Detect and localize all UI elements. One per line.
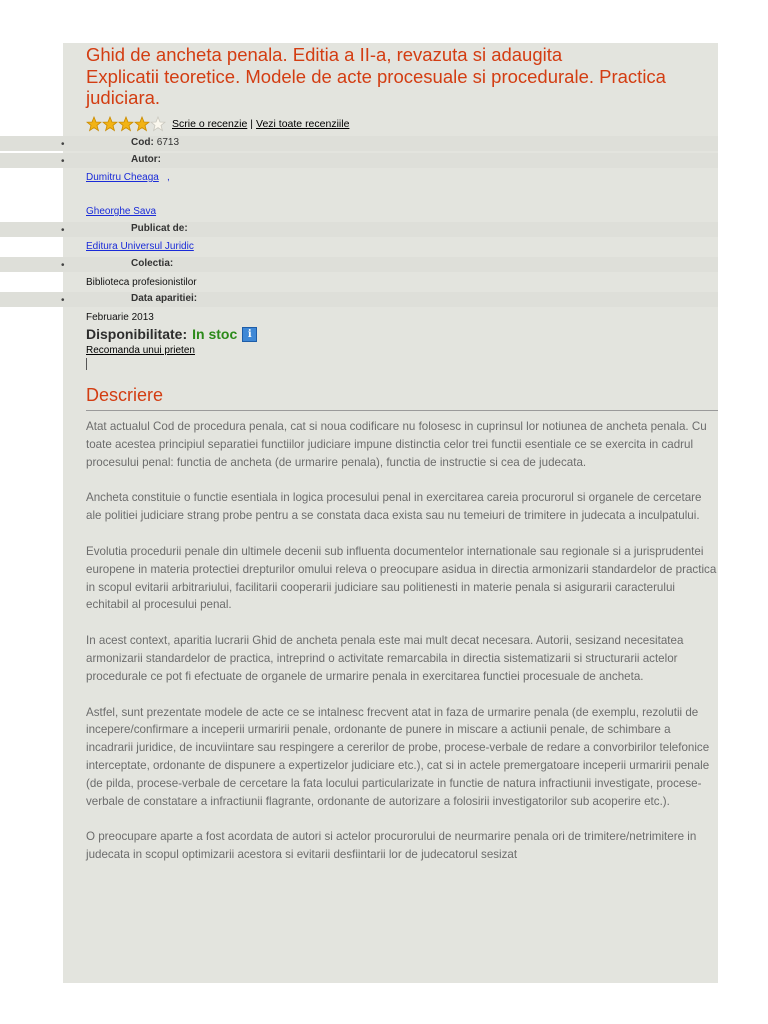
detail-colectia — [0, 257, 718, 272]
description-paragraph: O preocupare aparte a fost acordata de autori si actelor procurorului de neurmarire penala ori de trimitere/netrimitere in judecata in scopul optimizarii acestora si evitarii desfiintarii lor de judecatorul sesizat — [86, 830, 697, 862]
author-link-1[interactable] — [86, 172, 159, 183]
description-paragraph: Evolutia procedurii penale din ultimele decenii sub influenta documentelor internationale sau regionale si a jurisprudentei europene in materia protectiei drepturilor omului releva o preocupare asidua in directia armonizarii standardelor de practica in scopul evitarii arbitrariului, facilitarii cooperarii judiciare sau politienesti in materie penala si asigurarii caracterului echitabil al procesului penal. — [86, 544, 717, 612]
star-full-icon — [134, 116, 150, 132]
data-label: Data aparitiei: — [131, 293, 198, 304]
detail-autor — [0, 153, 718, 168]
star-full-icon — [118, 116, 134, 132]
review-links — [172, 118, 349, 130]
description-body — [86, 418, 718, 882]
detail-publicat — [0, 222, 718, 237]
rating — [86, 116, 349, 132]
author-link-2[interactable]: Gheorghe Sava — [86, 206, 157, 217]
bullet-icon: • — [61, 225, 65, 236]
availability-label: Disponibilitate: — [86, 326, 188, 342]
divider — [86, 410, 718, 411]
autor-label: Autor: — [131, 154, 161, 165]
collection-value: Biblioteca profesionistilor — [86, 277, 197, 288]
publisher-link[interactable]: Editura Universul Juridic — [86, 241, 194, 252]
star-empty-icon — [150, 116, 166, 132]
description-paragraph: Astfel, sunt prezentate modele de acte ce se intalnesc frecvent atat in faza de urmarire penala (de exemplu, rezolutii de incepere/confirmare a inceperii urmaririi penale, ordonante de punere in miscare a actiunii penale, de schimbare a incadrarii juridice, de incuviintare sau respingere a cererilor de probe, procese-verbale de redare a convorbirilor telefonice interceptate, ordonante de dispunere a expertizelor judiciare etc.), cat si in actele premergatoare inceperii urmaririi penale (de pilda, procese-verbale de cercetare la fata locului particularizate in functie de natura infractiunii investigate, procese-verbale de constatare a infractiunii flagrante, ordonante de autorizare a folosirii investigatorilor sub acoperire etc.). — [86, 705, 710, 808]
view-all-reviews-link[interactable]: Vezi toate recenziile — [256, 118, 350, 130]
cod-label: Cod: — [131, 137, 154, 148]
detail-data — [0, 292, 718, 307]
description-paragraph: Ancheta constituie o functie esentiala in logica procesului penal in exercitarea careia procurorul si organele de cercetare ale politiei judiciare strang probe pentru a se constata daca exista sau nu temeiuri de trimitere in judecata a inculpatului. — [86, 491, 702, 523]
write-review-link[interactable]: Scrie o recenzie — [172, 118, 248, 130]
author-separator: , — [167, 172, 170, 183]
star-full-icon — [102, 116, 118, 132]
star-full-icon — [86, 116, 102, 132]
availability — [86, 326, 257, 342]
description-paragraph: In acest context, aparitia lucrarii Ghid de ancheta penala este mai mult decat necesara. Autorii, sesizand necesitatea armonizarii standardelor de practica, intreprind o activitate remarcabila in directia sistematizarii si structurarii actelor procedurale ce pot fi efectuate de organele de urmarire penala in exercitarea functiei procesuale de ancheta. — [86, 634, 684, 683]
bullet-icon: • — [61, 295, 65, 306]
info-icon[interactable]: i — [242, 327, 257, 342]
text-cursor — [86, 358, 87, 370]
title-line-2: Explicatii teoretice. Modele de acte procesuale si procedurale. Practica — [86, 65, 666, 87]
cod-value: 6713 — [156, 137, 180, 148]
date-value: Februarie 2013 — [86, 312, 154, 323]
title-line-1: Ghid de ancheta penala. Editia a II-a, revazuta si adaugita — [86, 44, 563, 65]
bullet-icon: • — [61, 139, 65, 150]
product-title — [86, 44, 718, 109]
title-line-3: judiciara. — [86, 87, 161, 108]
review-separator: | — [250, 118, 254, 130]
publicat-label: Publicat de: — [131, 223, 188, 234]
bullet-icon: • — [61, 156, 65, 167]
recommend-friend-link[interactable]: Recomanda unui prieten — [86, 345, 195, 356]
description-paragraph: Atat actualul Cod de procedura penala, cat si noua codificare nu folosesc in cuprinsul lor notiunea de ancheta penala. Cu toate acestea principiul separatiei functiilor judiciare impune distinctia celor trei functii esentiale ce se exercita in cadrul procesului penal: functia de ancheta (de urmarire penala), functia de instructie si cea de judecata. — [86, 420, 707, 469]
colectia-label: Colectia: — [131, 258, 174, 269]
stock-status: In stoc — [192, 326, 238, 342]
detail-cod — [0, 136, 718, 151]
description-heading: Descriere — [86, 385, 164, 405]
author-name-1: Dumitru Cheaga — [86, 172, 159, 183]
bullet-icon: • — [61, 260, 65, 271]
